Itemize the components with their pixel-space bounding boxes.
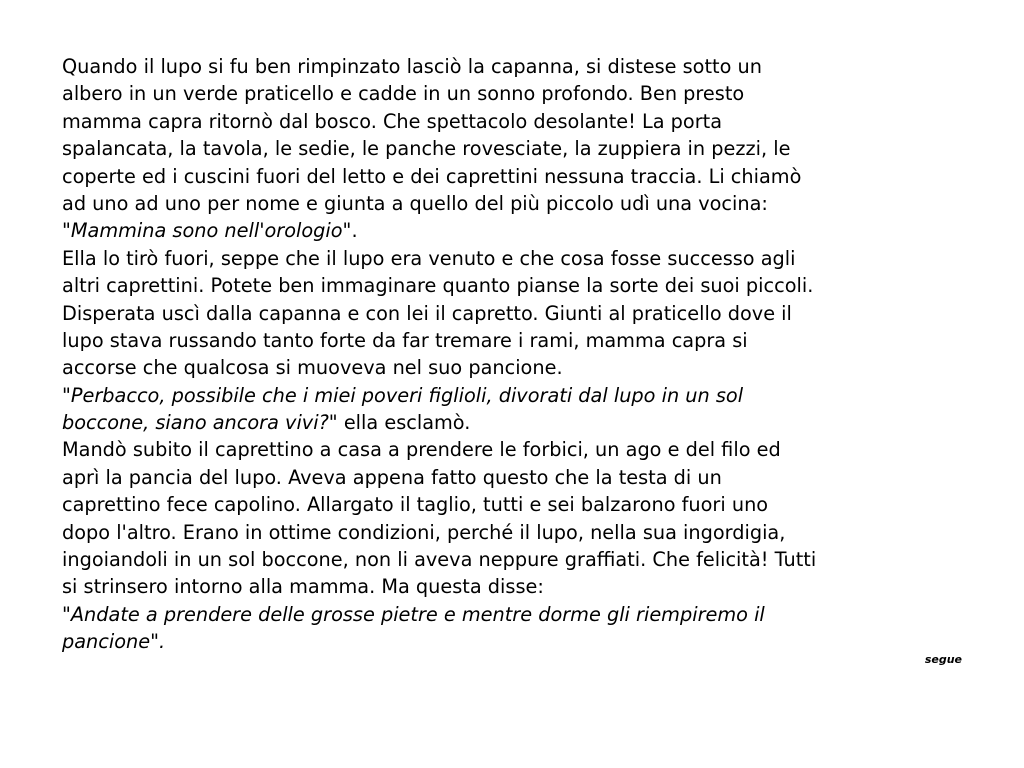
narration-text: ella esclamò. bbox=[337, 411, 471, 435]
quote-line bbox=[62, 217, 962, 244]
story-line: albero in un verde praticello e cadde in un sonno profondo. Ben presto bbox=[62, 82, 745, 106]
story-line: Quando il lupo si fu ben rimpinzato lasciò la capanna, si distese sotto un bbox=[62, 55, 762, 78]
story-line: caprettino fece capolino. Allargato il taglio, tutti e sei balzarono fuori uno bbox=[62, 493, 769, 517]
story-line: aprì la pancia del lupo. Aveva appena fatto questo che la testa di un bbox=[62, 465, 722, 489]
story-line: lupo stava russando tanto forte da far tremare i rami, mamma capra si bbox=[62, 328, 748, 352]
quote-line: "Perbacco, possibile che i miei poveri figlioli, divorati dal lupo in un sol bbox=[62, 383, 744, 407]
story-line: Ella lo tirò fuori, seppe che il lupo era venuto e che cosa fosse successo agli bbox=[62, 246, 796, 270]
story-line: si strinsero intorno alla mamma. Ma questa disse: bbox=[62, 575, 544, 599]
quote-line bbox=[62, 409, 962, 436]
quote-text: boccone, siano ancora vivi?" bbox=[62, 411, 338, 435]
quote-line: pancione". bbox=[62, 630, 166, 654]
story-line: altri caprettini. Potete ben immaginare quanto pianse la sorte dei suoi piccoli. bbox=[62, 274, 814, 298]
quote-line: "Andate a prendere delle grosse pietre e mentre dorme gli riempiremo il bbox=[62, 602, 765, 626]
story-line: coperte ed i cuscini fuori del letto e dei caprettini nessuna traccia. Li chiamò bbox=[62, 164, 802, 188]
story-line: mamma capra ritornò dal bosco. Che spettacolo desolante! La porta bbox=[62, 109, 723, 133]
story-line: ingoiandoli in un sol boccone, non li aveva neppure graffiati. Che felicità! Tutti bbox=[62, 548, 817, 572]
story-line: dopo l'altro. Erano in ottime condizioni, perché il lupo, nella sua ingordigia, bbox=[62, 520, 786, 544]
story-line: accorse che qualcosa si muoveva nel suo pancione. bbox=[62, 356, 563, 380]
quote-text: "Mammina sono nell'orologio" bbox=[62, 219, 352, 243]
story-line: spalancata, la tavola, le sedie, le panche rovesciate, la zuppiera in pezzi, le bbox=[62, 137, 791, 161]
story-line: Disperata uscì dalla capanna e con lei il capretto. Giunti al praticello dove il bbox=[62, 301, 792, 325]
story-text bbox=[62, 53, 962, 656]
story-line: Mandò subito il caprettino a casa a prendere le forbici, un ago e del filo ed bbox=[62, 438, 781, 462]
story-line: ad uno ad uno per nome e giunta a quello del più piccolo udì una vocina: bbox=[62, 191, 768, 215]
quote-punctuation: . bbox=[351, 219, 358, 243]
segue-link[interactable]: segue bbox=[924, 653, 962, 666]
